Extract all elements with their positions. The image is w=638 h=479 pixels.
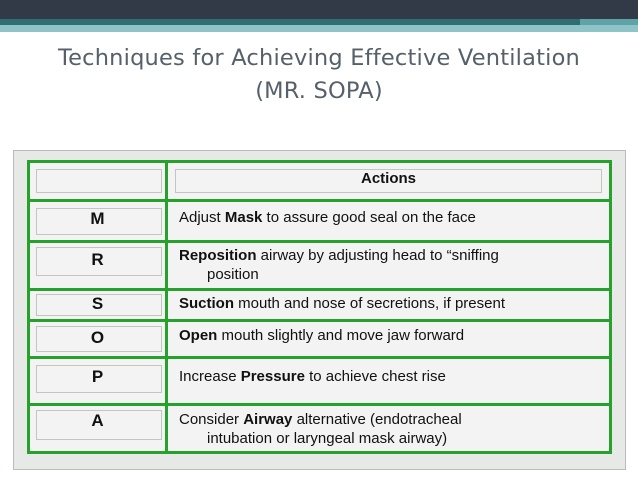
action-text: airway by adjusting head to “sniffing [256, 247, 499, 264]
row-letter: R [30, 243, 168, 288]
row-action [168, 322, 609, 356]
table-row [30, 291, 609, 322]
row-letter: M [30, 202, 168, 240]
row-letter: A [30, 406, 168, 451]
action-text: Increase [179, 368, 241, 385]
row-action [168, 359, 609, 403]
action-keyword: Reposition [179, 247, 257, 264]
action-text: mouth and nose of secretions, if present [234, 295, 505, 312]
top-teal-bar [0, 25, 638, 32]
header-actions-label: Actions [360, 170, 416, 187]
action-text: to achieve chest rise [304, 368, 446, 385]
header-action-cell [168, 163, 609, 199]
row-action [168, 406, 609, 451]
slide-title [0, 42, 638, 108]
action-text: to assure good seal on the face [262, 209, 476, 226]
action-keyword: Suction [179, 295, 234, 312]
row-action [168, 243, 609, 288]
action-continuation: intubation or laryngeal mask airway) [207, 430, 448, 447]
table-row [30, 322, 609, 359]
mr-sopa-table [27, 160, 612, 454]
action-text: mouth slightly and move jaw forward [217, 327, 465, 344]
row-action [168, 291, 609, 319]
action-keyword: Open [179, 327, 218, 344]
row-action [168, 202, 609, 240]
table-row [30, 243, 609, 291]
table-row [30, 359, 609, 406]
table-row [30, 202, 609, 243]
action-keyword: Mask [224, 209, 263, 226]
action-text: Consider [179, 411, 244, 428]
action-keyword: Pressure [240, 368, 305, 385]
row-letter: S [30, 291, 168, 319]
action-text: alternative (endotracheal [292, 411, 462, 428]
header-letter-cell [30, 163, 168, 199]
slide-title-line-2: (MR. SOPA) [255, 78, 383, 104]
slide-title-line-1: Techniques for Achieving Effective Ventilation [57, 45, 581, 71]
row-letter: O [30, 322, 168, 356]
action-keyword: Airway [243, 411, 293, 428]
table-header-row [30, 163, 609, 202]
row-letter: P [30, 359, 168, 403]
table-row [30, 406, 609, 451]
top-dark-bar [0, 0, 638, 19]
action-continuation: position [207, 266, 259, 283]
action-text: Adjust [179, 209, 225, 226]
